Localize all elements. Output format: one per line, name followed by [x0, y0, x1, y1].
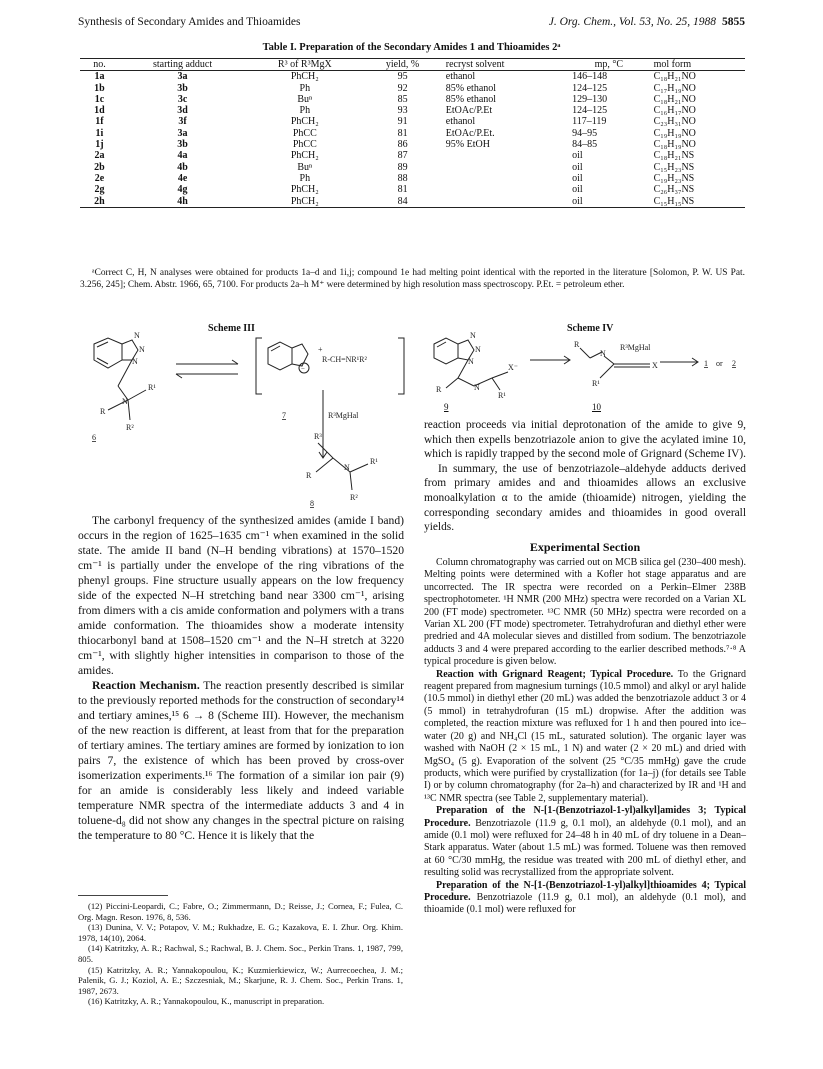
table-row [80, 116, 745, 127]
right-column-experimental [424, 557, 746, 917]
table-cell: 93 [397, 105, 408, 117]
table-cell: PhCH₂ [290, 150, 319, 162]
table-cell: Ph [299, 172, 311, 184]
s4-n4: N [474, 383, 480, 392]
reference-item: (15) Katritzky, A. R.; Yannakopoulou, K.; Kuzmierkiewicz, W.; Aurrecoechea, J. M.; Palenik, G. J.; Koziol, A. E.; Szczesniak, M.; Skarjune, R. J. Chem. Soc., Perkin Trans. 1, 1987, 2673. [78, 964, 403, 996]
table-body [80, 71, 745, 208]
table-cell: EtOAc/P.Et [445, 105, 493, 117]
column-header: mol form [653, 59, 692, 70]
table-cell: PhCH₂ [290, 195, 319, 207]
text-amides: Benzotriazole (11.9 g, 0.1 mol), an aldehyde (0.1 mol), and an amide (0.1 mol) were refluxed for 24–48 h in 40 mL of dry toluene in a Dean–Stark apparatus. Water (about 1.5 mL) was formed. Toluene was then removed at 60 °C/30 mmHg, the residue was treated with 200 mL of diethyl ether, and resulting solid was recrystallized from the appropriate solvent. [424, 817, 746, 879]
table-cell: 3a [177, 127, 188, 139]
table-cell: 91 [397, 116, 408, 128]
s3-r1: R¹ [148, 383, 156, 392]
para-exp-general: Column chromatography was carried out on MCB silica gel (230–400 mesh). Melting points were determined with a Kofler hot stage apparatus and are uncorrected. The IR spectra were recorded on a Perkin–Elmer 238B spectrophotometer. ¹H NMR (200 MHz) spectra were recorded on a Varian XL 200 (FT mode) spectrometer. ¹³C NMR (50 MHz) spectra were recorded on a Varian XL 200 (FT mode) spectrometer. Tetrahydrofuran and diethyl ether were predried and 4A molecular sieves and distilled from sodium. The benzotriazole adducts 3 and 4 were prepared according to the earlier described methods.⁷·⁸ A typical procedure is given below. [424, 557, 746, 668]
table-cell: 95% EtOH [445, 139, 490, 151]
scheme-iii-title: Scheme III [208, 323, 255, 334]
table-cell: C₁₉H₁₉NO [653, 127, 696, 139]
table-cell: 117–119 [572, 116, 607, 128]
table-cell: PhCH₂ [290, 116, 319, 128]
s4-x10: X [652, 361, 658, 370]
table-cell: 81 [397, 184, 408, 196]
table-cell: 146–148 [572, 71, 608, 83]
column-header: no. [93, 59, 106, 70]
right-column-top [424, 418, 746, 535]
s3-r2: R² [126, 423, 134, 432]
s4-n10: N [600, 349, 606, 358]
table-row [80, 162, 745, 173]
table-cell: oil [572, 184, 583, 196]
journal-citation [549, 16, 745, 28]
table-row [80, 196, 745, 208]
table-cell: 85 [397, 93, 408, 105]
table-row [80, 184, 745, 195]
table-cell: Ph [299, 105, 311, 117]
s4-or: or [716, 359, 723, 368]
table-cell: 85% ethanol [445, 82, 497, 94]
s3-n1: N [134, 331, 140, 340]
para-exp-thioamides [424, 880, 746, 917]
table-cell [442, 184, 568, 195]
table-cell: 94–95 [572, 127, 598, 139]
reference-item: (14) Katritzky, A. R.; Rachwal, S.; Rachwal, B. J. Chem. Soc., Perkin Trans. 1, 1987, 799, 805. [78, 943, 403, 964]
table-cell: 3b [177, 82, 188, 94]
table-cell: 4b [177, 161, 188, 173]
compound-6-label: 6 [92, 433, 96, 442]
table-row [80, 83, 745, 94]
table-cell: ethanol [445, 116, 476, 128]
table-cell: 4a [177, 150, 188, 162]
table-cell: C₁₇H₁₉NO [653, 82, 696, 94]
table-cell: 2h [94, 195, 105, 207]
heading-mechanism: Reaction Mechanism. [92, 679, 200, 692]
compound-7-label: 7 [282, 411, 286, 420]
s3-r3: R³ [314, 432, 322, 441]
compound-10-label: 10 [592, 402, 601, 412]
table-caption: Table I. Preparation of the Secondary Amides 1 and Thioamides 2ᵃ [262, 42, 561, 53]
scheme-iv-labels [434, 402, 634, 414]
table-cell: 3d [177, 105, 188, 117]
table-cell: oil [572, 150, 583, 162]
table-footnote: ᵃCorrect C, H, N analyses were obtained for products 1a–d and 1i,j; compound 1e had melting point identical with the reported in the literature [Solomon, P. W. US Pat. 3.256, 245]; Chem. Abstr. 1966, 65, 7100. For products 2a–h M⁺ were determined by high resolution mass spectroscopy. P.Et. = petroleum ether. [80, 268, 745, 290]
table-cell: oil [572, 161, 583, 173]
s3-reagent: R³MgHal [328, 411, 359, 420]
table-cell: 1j [95, 139, 104, 151]
s3-ion: R-CH=NR¹R² [322, 355, 367, 364]
table-cell: 124–125 [572, 105, 608, 117]
table-cell: Buⁿ [297, 93, 313, 105]
table-cell: Buⁿ [297, 161, 313, 173]
experimental-heading: Experimental Section [529, 540, 641, 554]
table-cell: C₁₈H₁₉NO [653, 139, 696, 151]
compound-9-label: 9 [444, 402, 449, 412]
references [78, 901, 403, 1007]
table-cell [442, 173, 568, 184]
table-cell: PhCC [292, 127, 317, 139]
data-table [80, 58, 745, 208]
s3-r2b: R² [350, 493, 358, 502]
table-cell: 3b [177, 139, 188, 151]
table-cell: C₁₉H₂₃NS [653, 172, 695, 184]
table-cell: 4e [177, 172, 188, 184]
reference-item: (16) Katritzky, A. R.; Yannakopoulou, K., manuscript in preparation. [88, 996, 325, 1007]
table-cell: 2a [94, 150, 105, 162]
s4-p2: 2 [732, 359, 736, 368]
table-cell: 2b [94, 161, 105, 173]
table-cell: 2e [94, 172, 105, 184]
table-cell: PhCH₂ [290, 184, 319, 196]
s4-n1: N [470, 331, 476, 340]
running-title: Synthesis of Secondary Amides and Thioamides [78, 16, 301, 28]
table-cell: 1d [94, 105, 105, 117]
footnote-rule [78, 895, 168, 896]
text-grignard: To the Grignard reagent prepared from magnesium turnings (10.5 mmol) and alkyl or aryl halide (10.5 mmol) in diethyl ether (20 mL) was added the benzotriazole adduct 3 or 4 (5 mmol) in tetrahydrofuran (15 mL) dropwise. After the addition was completed, the reaction mixture was refluxed for 1 h and then poured into ice–water (20 g) and NH₄Cl (15 mL, saturated solution). The organic layer was washed with NaOH (2 × 15 mL, 1 N) and water (2 × 20 mL) and dried with MgSO₄ (5 g). Evaporation of the solvent (25 °C/35 mmHg) gave the crude products, which were purified by crystallization (for 1a–j) (for details see Table I) or by column chromatography (for 2a–h) and characterized by IR and ¹H and ¹³C NMR spectra (see Table 2, supplementary material). [424, 668, 746, 804]
table-row [80, 139, 745, 150]
table-row [80, 71, 745, 83]
s3-n3: N [132, 357, 138, 366]
reference-item: (12) Piccini-Leopardi, C.; Fabre, O.; Zimmermann, D.; Reisse, J.; Cornea, F.; Fulea, C. Org. Magn. Reson. 1976, 8, 536. [78, 901, 403, 922]
page-number: 5855 [722, 16, 745, 28]
table-cell: C₁₅H₁₅NS [653, 195, 695, 207]
table-cell: C₁₅H₂₃NS [653, 161, 695, 173]
table-cell: 1i [95, 127, 104, 139]
reference-item: (13) Dunina, V. V.; Potapov, V. M.; Rukhadze, E. G.; Kazakova, E. I. Zhur. Org. Khim. 1978, 14(10), 2064. [78, 922, 403, 943]
heading-grignard: Reaction with Grignard Reagent; Typical Procedure. [436, 668, 674, 680]
s4-r10: R [574, 340, 580, 349]
s4-n3: N [468, 357, 474, 366]
s3-n2: N [139, 345, 145, 354]
table-cell: 84–85 [572, 139, 598, 151]
table-cell: 3a [177, 71, 188, 83]
table-row [80, 105, 745, 116]
table-cell: C₁₆H₁₇NO [653, 105, 696, 117]
table-cell: C₂₃H₃₁NO [653, 116, 696, 128]
column-header: yield, % [385, 59, 420, 70]
table-cell: Ph [299, 82, 311, 94]
table-cell: oil [572, 195, 583, 207]
heading-thioamides: Preparation of the N-[1-(Benzotriazol-1-yl)alkyl]thioamides 4; Typical Procedure. [424, 879, 746, 903]
table-cell: 92 [397, 82, 408, 94]
table-cell: 81 [397, 127, 408, 139]
table-row [80, 150, 745, 161]
table-cell: 4g [177, 184, 188, 196]
s4-reagent: R³MgHal [620, 343, 651, 352]
table-cell: EtOAc/P.Et. [445, 127, 495, 139]
column-header: recryst solvent [445, 59, 505, 70]
table-cell [442, 150, 568, 161]
table-cell: 89 [397, 161, 408, 173]
table-cell: C₁₈H₂₁NO [653, 93, 696, 105]
s4-p1: 1 [704, 359, 708, 368]
s3-nb: N [344, 463, 350, 472]
s3-plus: + [318, 345, 323, 354]
table-cell: 2g [94, 184, 105, 196]
table-cell: 88 [397, 172, 408, 184]
running-header [78, 16, 745, 34]
table-cell: oil [572, 172, 583, 184]
table-cell: C₂₆H₃₇NS [653, 184, 695, 196]
s3-minus: − [301, 365, 305, 373]
para-exp-amides [424, 805, 746, 879]
s3-n4: N [122, 397, 128, 406]
table-cell: 3c [177, 93, 188, 105]
compound-8-label: 8 [310, 499, 314, 508]
s3-rb: R [306, 471, 312, 480]
table-cell [442, 162, 568, 173]
table-cell: 95 [397, 71, 408, 83]
para-proceeds: reaction proceeds via initial deprotonation of the amide to give 9, which then expells benzotriazole anion to give the acylated imine 10, which is rapidly trapped by the second mole of Grignard (Scheme IV). [424, 419, 747, 461]
table-cell: 3f [178, 116, 187, 128]
s4-r1-10: R¹ [592, 379, 600, 388]
table-cell: 84 [397, 195, 408, 207]
journal-name: J. Org. Chem., Vol. 53, No. 25, 1988 [548, 16, 716, 28]
column-header: starting adduct [152, 59, 213, 70]
table-row [80, 173, 745, 184]
para-summary: In summary, the use of benzotriazole–aldehyde adducts derived from primary amides and and thioamides allows an exclusive monoalkylation α to the amide (thioamide) nitrogen, yielding the corresponding secondary amides and thioamides in good overall yields. [424, 462, 746, 534]
table-cell: 124–125 [572, 82, 608, 94]
table-cell: 86 [397, 139, 408, 151]
table-cell: C₁₈H₂₁NO [653, 71, 696, 83]
table-cell: 1c [94, 93, 105, 105]
table-cell: C₁₈H₂₁NS [653, 150, 695, 162]
table-cell: ethanol [445, 71, 476, 83]
table-row [80, 94, 745, 105]
s3-r1b: R¹ [370, 457, 378, 466]
table-cell [442, 196, 568, 208]
para-exp-grignard [424, 669, 746, 805]
heading-amides: Preparation of the N-[1-(Benzotriazol-1-yl)alkyl]amides 3; Typical Procedure. [424, 805, 746, 829]
text-mechanism: The reaction presently described is similar to the previously reported methods for the construction of secondary¹⁴ and tertiary amines,¹⁵ 6 → 8 (Scheme III). However, the mechanism of the new reaction is different, at least from that for the preparation of tertiary amines. The tertiary amines are formed by ionization to ion pairs 7, the existence of which has been proved by cross-over isomerization experiments.¹⁶ The formation of a similar ion pair (9) for an amide is considerably less likely and indeed variable temperature NMR spectra of the intermediate adducts 3 and 4 in toluene-d₈ did not show any changes in the spectral picture on raising the temperature to 80 °C. Hence it is likely that the [78, 679, 404, 842]
table-cell: 1a [94, 71, 105, 83]
table-cell: 129–130 [572, 93, 608, 105]
table-cell: PhCH₂ [290, 71, 319, 83]
s4-r: R [436, 385, 442, 394]
table-cell: PhCC [292, 139, 317, 151]
table-row [80, 128, 745, 139]
s4-x: X⁻ [508, 363, 518, 372]
scheme-iv-title: Scheme IV [567, 323, 614, 334]
column-header: R³ of R³MgX [277, 59, 332, 70]
table-cell: 87 [397, 150, 408, 162]
table-header-row [80, 59, 745, 71]
s4-n2: N [475, 345, 481, 354]
left-column [78, 513, 404, 843]
para-ir: The carbonyl frequency of the synthesized amides (amide I band) occurs in the region of 1625–1635 cm⁻¹ when examined in the solid state. The amide II band (N–H bending vibrations) at 1570–1520 cm⁻¹ is partially under the envelope of the ring vibrations of the phenyl groups. Fine structure usually appears on the low frequency side of the expected N–H stretching band near 3300 cm⁻¹, arising from dimers with a cis amide conformation and polymers with a trans amide conformation. The thioamides show a moderate intensity thiocarbonyl band at 1508–1520 cm⁻¹ and the N–H stretch at 3220 cm⁻¹, with slightly higher intensities in comparison to those of the amides. [78, 514, 404, 677]
table-cell: 4h [177, 195, 188, 207]
scheme-iii-diagram [78, 331, 413, 508]
scheme-iv-diagram [424, 331, 746, 400]
para-mechanism [78, 678, 404, 843]
table-cell: 85% ethanol [445, 93, 497, 105]
s3-r: R [100, 407, 106, 416]
column-header: mp, °C [594, 59, 624, 70]
table-cell: 1f [95, 116, 104, 128]
s4-r1: R¹ [498, 391, 506, 400]
table-cell: 1b [94, 82, 105, 94]
text-thioamides: Benzotriazole (11.9 g, 0.1 mol), an aldehyde (0.1 mol), and thioamide (0.1 mol) were refluxed for [424, 891, 746, 916]
